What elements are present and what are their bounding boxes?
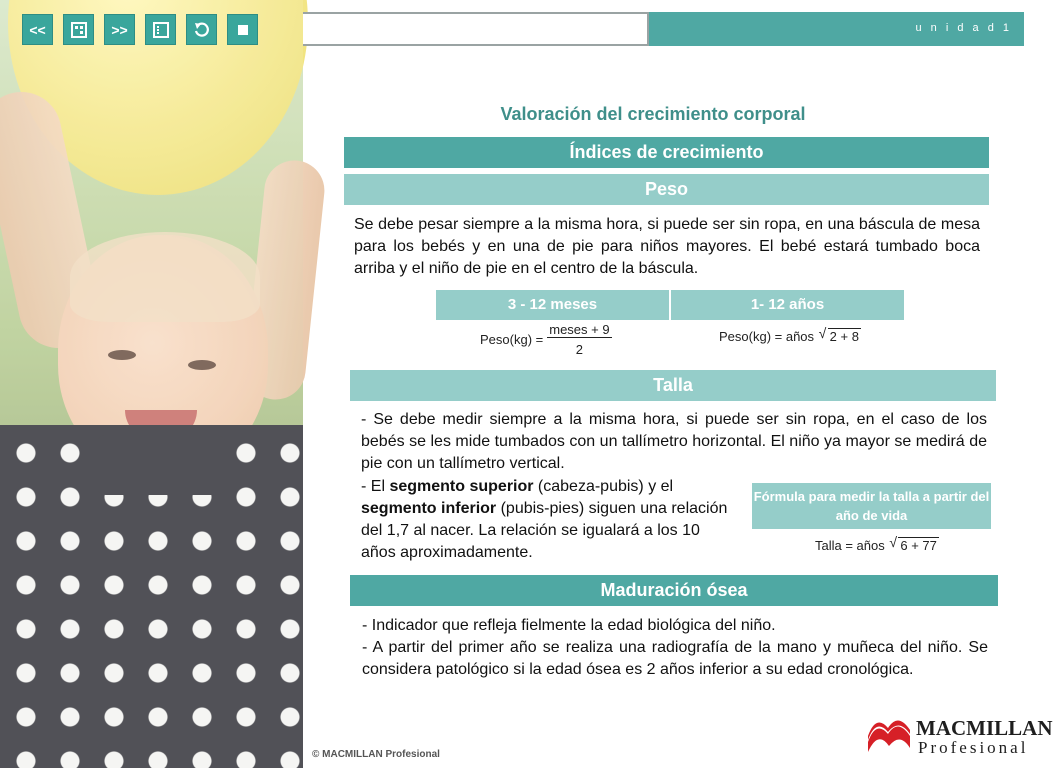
formula-radical: [828, 328, 861, 344]
talla-formula: [815, 537, 939, 553]
macmillan-logo-icon: [866, 716, 912, 756]
talla-text-a: - El: [361, 478, 390, 495]
dice-icon: [69, 20, 89, 40]
formula-numerator: meses + 9: [549, 322, 610, 337]
list-icon: [151, 20, 171, 40]
copyright-text: © MACMILLAN Profesional: [312, 749, 440, 760]
talla-segmento-inferior: segmento inferior: [361, 500, 497, 517]
next-button[interactable]: >>: [104, 14, 135, 45]
talla-formula-box: Fórmula para medir la talla a partir del año de vida: [752, 483, 991, 529]
peso-table-header-infant: 3 - 12 meses: [436, 290, 669, 320]
peso-formula-infant-cell: [436, 320, 669, 357]
contents-button[interactable]: [145, 14, 176, 45]
photo-overlay: [0, 0, 303, 768]
peso-formula-infant: [480, 322, 612, 357]
section-maduracion-header: Maduración ósea: [350, 575, 998, 606]
hero-photo: [0, 0, 303, 768]
talla-paragraph-2: [361, 476, 739, 564]
logo-text-profesional: Profesional: [918, 738, 1029, 757]
back-button[interactable]: [186, 14, 217, 45]
peso-table-header-child: 1- 12 años: [671, 290, 904, 320]
formula-denominator: 2: [575, 342, 584, 357]
talla-formula-radical: [898, 537, 939, 553]
maduracion-line-2: - A partir del primer año se realiza una radiografía de la mano y muñeca del niño. Se considera patológico si la edad ósea es 2 años inferior a su edad cronológica.: [362, 639, 988, 678]
peso-paragraph: Se debe pesar siempre a la misma hora, si puede ser sin ropa, en una báscula de mesa para los bebés y en una de pie para niños mayores. El bebé estará tumbado boca arriba y el niño de pie en el centro de la báscula.: [354, 216, 980, 277]
macmillan-logo: [866, 714, 1053, 762]
stop-icon: [233, 20, 253, 40]
peso-formula-child-cell: [671, 320, 904, 352]
header-title-field: [303, 12, 649, 46]
section-indices-header: Índices de crecimiento: [344, 137, 989, 168]
peso-formula-child: [719, 328, 861, 344]
index-button[interactable]: [63, 14, 94, 45]
logo-text-macmillan: MACMILLAN: [916, 716, 1053, 740]
page-title: Valoración del crecimiento corporal: [500, 104, 806, 124]
formula-rhs: 2 + 8: [829, 329, 859, 344]
talla-paragraph-1: - Se debe medir siempre a la misma hora, si puede ser sin ropa, en el caso de los bebés se les mide tumbados con un tallímetro horizontal. El niño ya mayor se medirá de pie con un tallímetro vertical.: [361, 411, 987, 472]
undo-icon: [192, 20, 212, 40]
talla-text-c: (cabeza-pubis) y el: [533, 478, 674, 495]
formula-lhs: Peso(kg) =: [480, 332, 544, 347]
prev-button[interactable]: <<: [22, 14, 53, 45]
maduracion-line-1: - Indicador que refleja fielmente la edad biológica del niño.: [362, 617, 776, 634]
talla-formula-lhs: Talla = años: [815, 538, 885, 553]
nav-toolbar: [22, 14, 258, 45]
header-bar: [649, 12, 1024, 46]
talla-segmento-superior: segmento superior: [389, 478, 534, 495]
talla-formula-rhs: 6 + 77: [900, 538, 937, 553]
formula-lhs: Peso(kg) = años: [719, 329, 815, 344]
talla-text-e: (pubis-pies) siguen una relación del 1,7 al nacer. La relación se igualará a los 10 años aproximadamente.: [361, 500, 728, 561]
section-talla-header: Talla: [350, 370, 996, 401]
section-peso-header: Peso: [344, 174, 989, 205]
stop-button[interactable]: [227, 14, 258, 45]
unit-label: u n i d a d 1: [915, 22, 1012, 34]
peso-table: [436, 290, 904, 357]
